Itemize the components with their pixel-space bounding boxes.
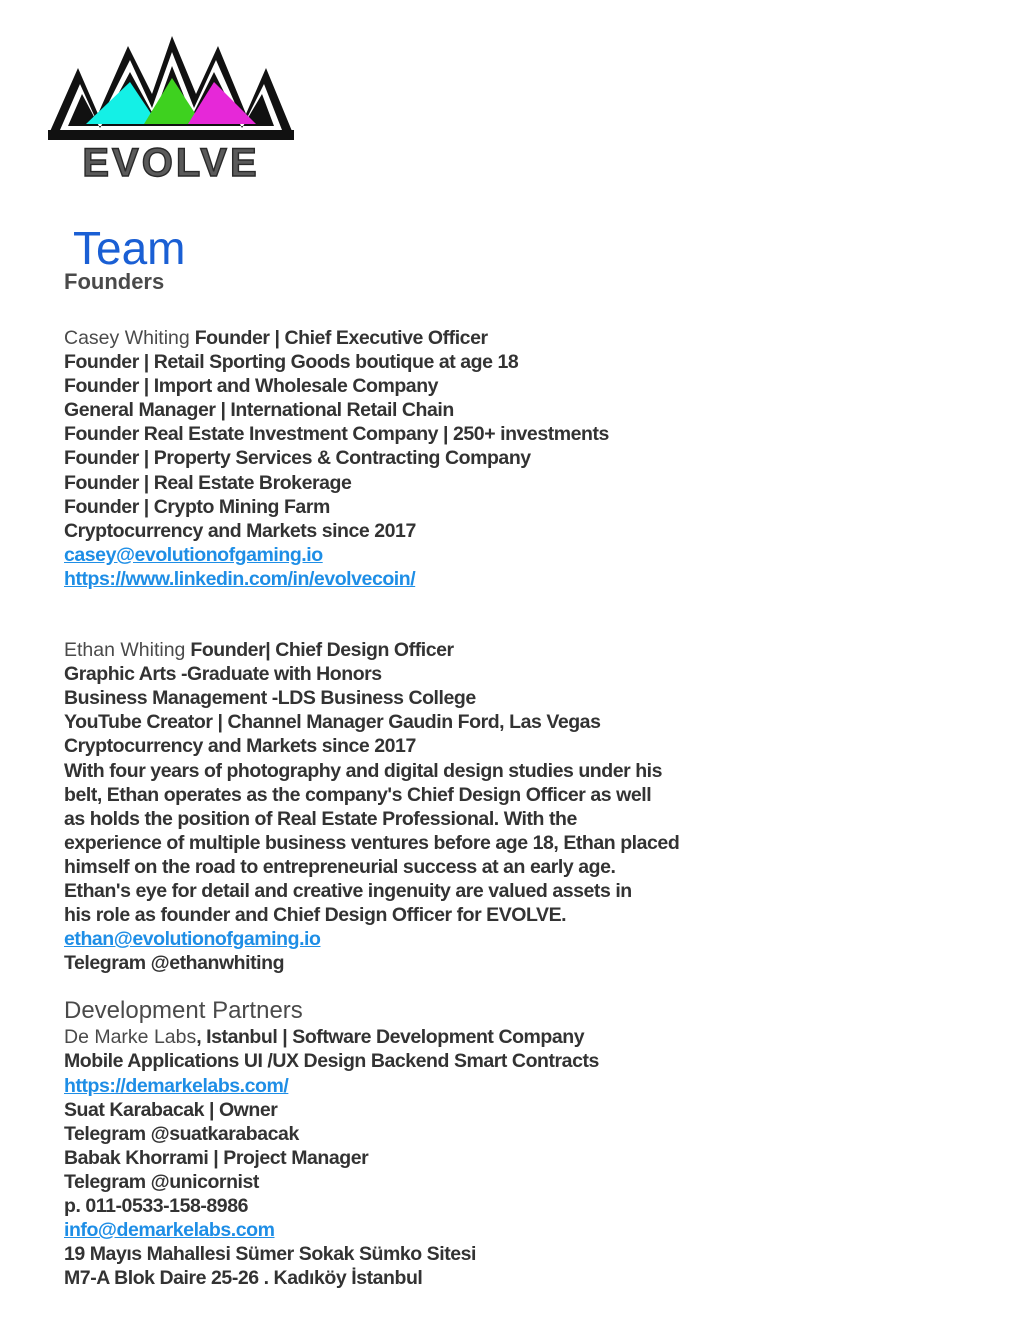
ethan-line: Cryptocurrency and Markets since 2017 bbox=[64, 735, 416, 758]
ethan-name: Ethan Whiting bbox=[64, 639, 186, 662]
casey-line: Founder | Crypto Mining Farm bbox=[64, 495, 330, 518]
partner-company-line bbox=[64, 1025, 964, 1049]
casey-line: General Manager | International Retail Chain bbox=[64, 399, 454, 422]
dev-partner-profile bbox=[64, 1025, 964, 1290]
ethan-profile bbox=[64, 638, 964, 975]
ethan-role: Founder| Chief Design Officer bbox=[190, 639, 454, 662]
casey-line: Founder Real Estate Investment Company | 250+ investments bbox=[64, 423, 609, 446]
partner-contact: Suat Karabacak | Owner bbox=[64, 1098, 278, 1121]
partner-address-line: M7-A Blok Daire 25-26 . Kadıköy İstanbul bbox=[64, 1267, 423, 1290]
dev-partners-heading: Development Partners bbox=[64, 997, 303, 1025]
ethan-bio-line: With four years of photography and digital design studies under his bbox=[64, 759, 663, 782]
ethan-bio-line: as holds the position of Real Estate Professional. With the bbox=[64, 807, 577, 830]
partner-email-link[interactable]: info@demarkelabs.com bbox=[64, 1219, 275, 1242]
partner-contact: Telegram @unicornist bbox=[64, 1170, 259, 1193]
casey-line: Founder | Retail Sporting Goods boutique at age 18 bbox=[64, 351, 519, 374]
ethan-email-link[interactable]: ethan@evolutionofgaming.io bbox=[64, 928, 321, 951]
ethan-bio-line: experience of multiple business ventures before age 18, Ethan placed bbox=[64, 831, 680, 854]
casey-profile bbox=[64, 326, 964, 591]
ethan-line: Graphic Arts -Graduate with Honors bbox=[64, 663, 382, 686]
ethan-line: Business Management -LDS Business College bbox=[64, 687, 476, 710]
casey-linkedin-link[interactable]: https://www.linkedin.com/in/evolvecoin/ bbox=[64, 567, 416, 590]
partner-company-name: De Marke Labs bbox=[64, 1026, 197, 1049]
ethan-telegram: Telegram @ethanwhiting bbox=[64, 952, 285, 975]
casey-line: Founder | Property Services & Contracting Company bbox=[64, 447, 531, 470]
founders-heading: Founders bbox=[64, 269, 165, 294]
partner-services: Mobile Applications UI /UX Design Backend Smart Contracts bbox=[64, 1050, 599, 1073]
team-content bbox=[64, 268, 964, 1290]
casey-line: Cryptocurrency and Markets since 2017 bbox=[64, 519, 416, 542]
casey-name: Casey Whiting bbox=[64, 327, 190, 349]
casey-line: Founder | Real Estate Brokerage bbox=[64, 471, 352, 494]
casey-role: Founder | Chief Executive Officer bbox=[194, 327, 488, 349]
partner-website-link[interactable]: https://demarkelabs.com/ bbox=[64, 1074, 289, 1097]
evolve-logo bbox=[46, 32, 296, 180]
casey-line: Founder | Import and Wholesale Company bbox=[64, 375, 439, 398]
ethan-line: YouTube Creator | Channel Manager Gaudin Ford, Las Vegas bbox=[64, 711, 601, 734]
svg-text:EVOLVE: EVOLVE bbox=[82, 141, 260, 180]
partner-contact: Babak Khorrami | Project Manager bbox=[64, 1146, 369, 1169]
ethan-bio-line: belt, Ethan operates as the company's Chief Design Officer as well bbox=[64, 783, 652, 806]
casey-title-line bbox=[64, 326, 964, 350]
casey-email-link[interactable]: casey@evolutionofgaming.io bbox=[64, 543, 323, 566]
partner-address-line: 19 Mayıs Mahallesi Sümer Sokak Sümko Sitesi bbox=[64, 1243, 477, 1266]
page-title: Team bbox=[73, 222, 186, 274]
ethan-bio-line: his role as founder and Chief Design Officer for EVOLVE. bbox=[64, 904, 567, 927]
partner-company-desc: , Istanbul | Software Development Company bbox=[196, 1026, 585, 1049]
ethan-bio-line: Ethan's eye for detail and creative ingenuity are valued assets in bbox=[64, 879, 632, 902]
partner-phone: p. 011-0533-158-8986 bbox=[64, 1195, 248, 1217]
partner-contact: Telegram @suatkarabacak bbox=[64, 1122, 299, 1145]
ethan-bio-line: himself on the road to entrepreneurial success at an early age. bbox=[64, 855, 616, 878]
ethan-title-line bbox=[64, 638, 964, 662]
evolve-wordmark bbox=[82, 141, 259, 180]
